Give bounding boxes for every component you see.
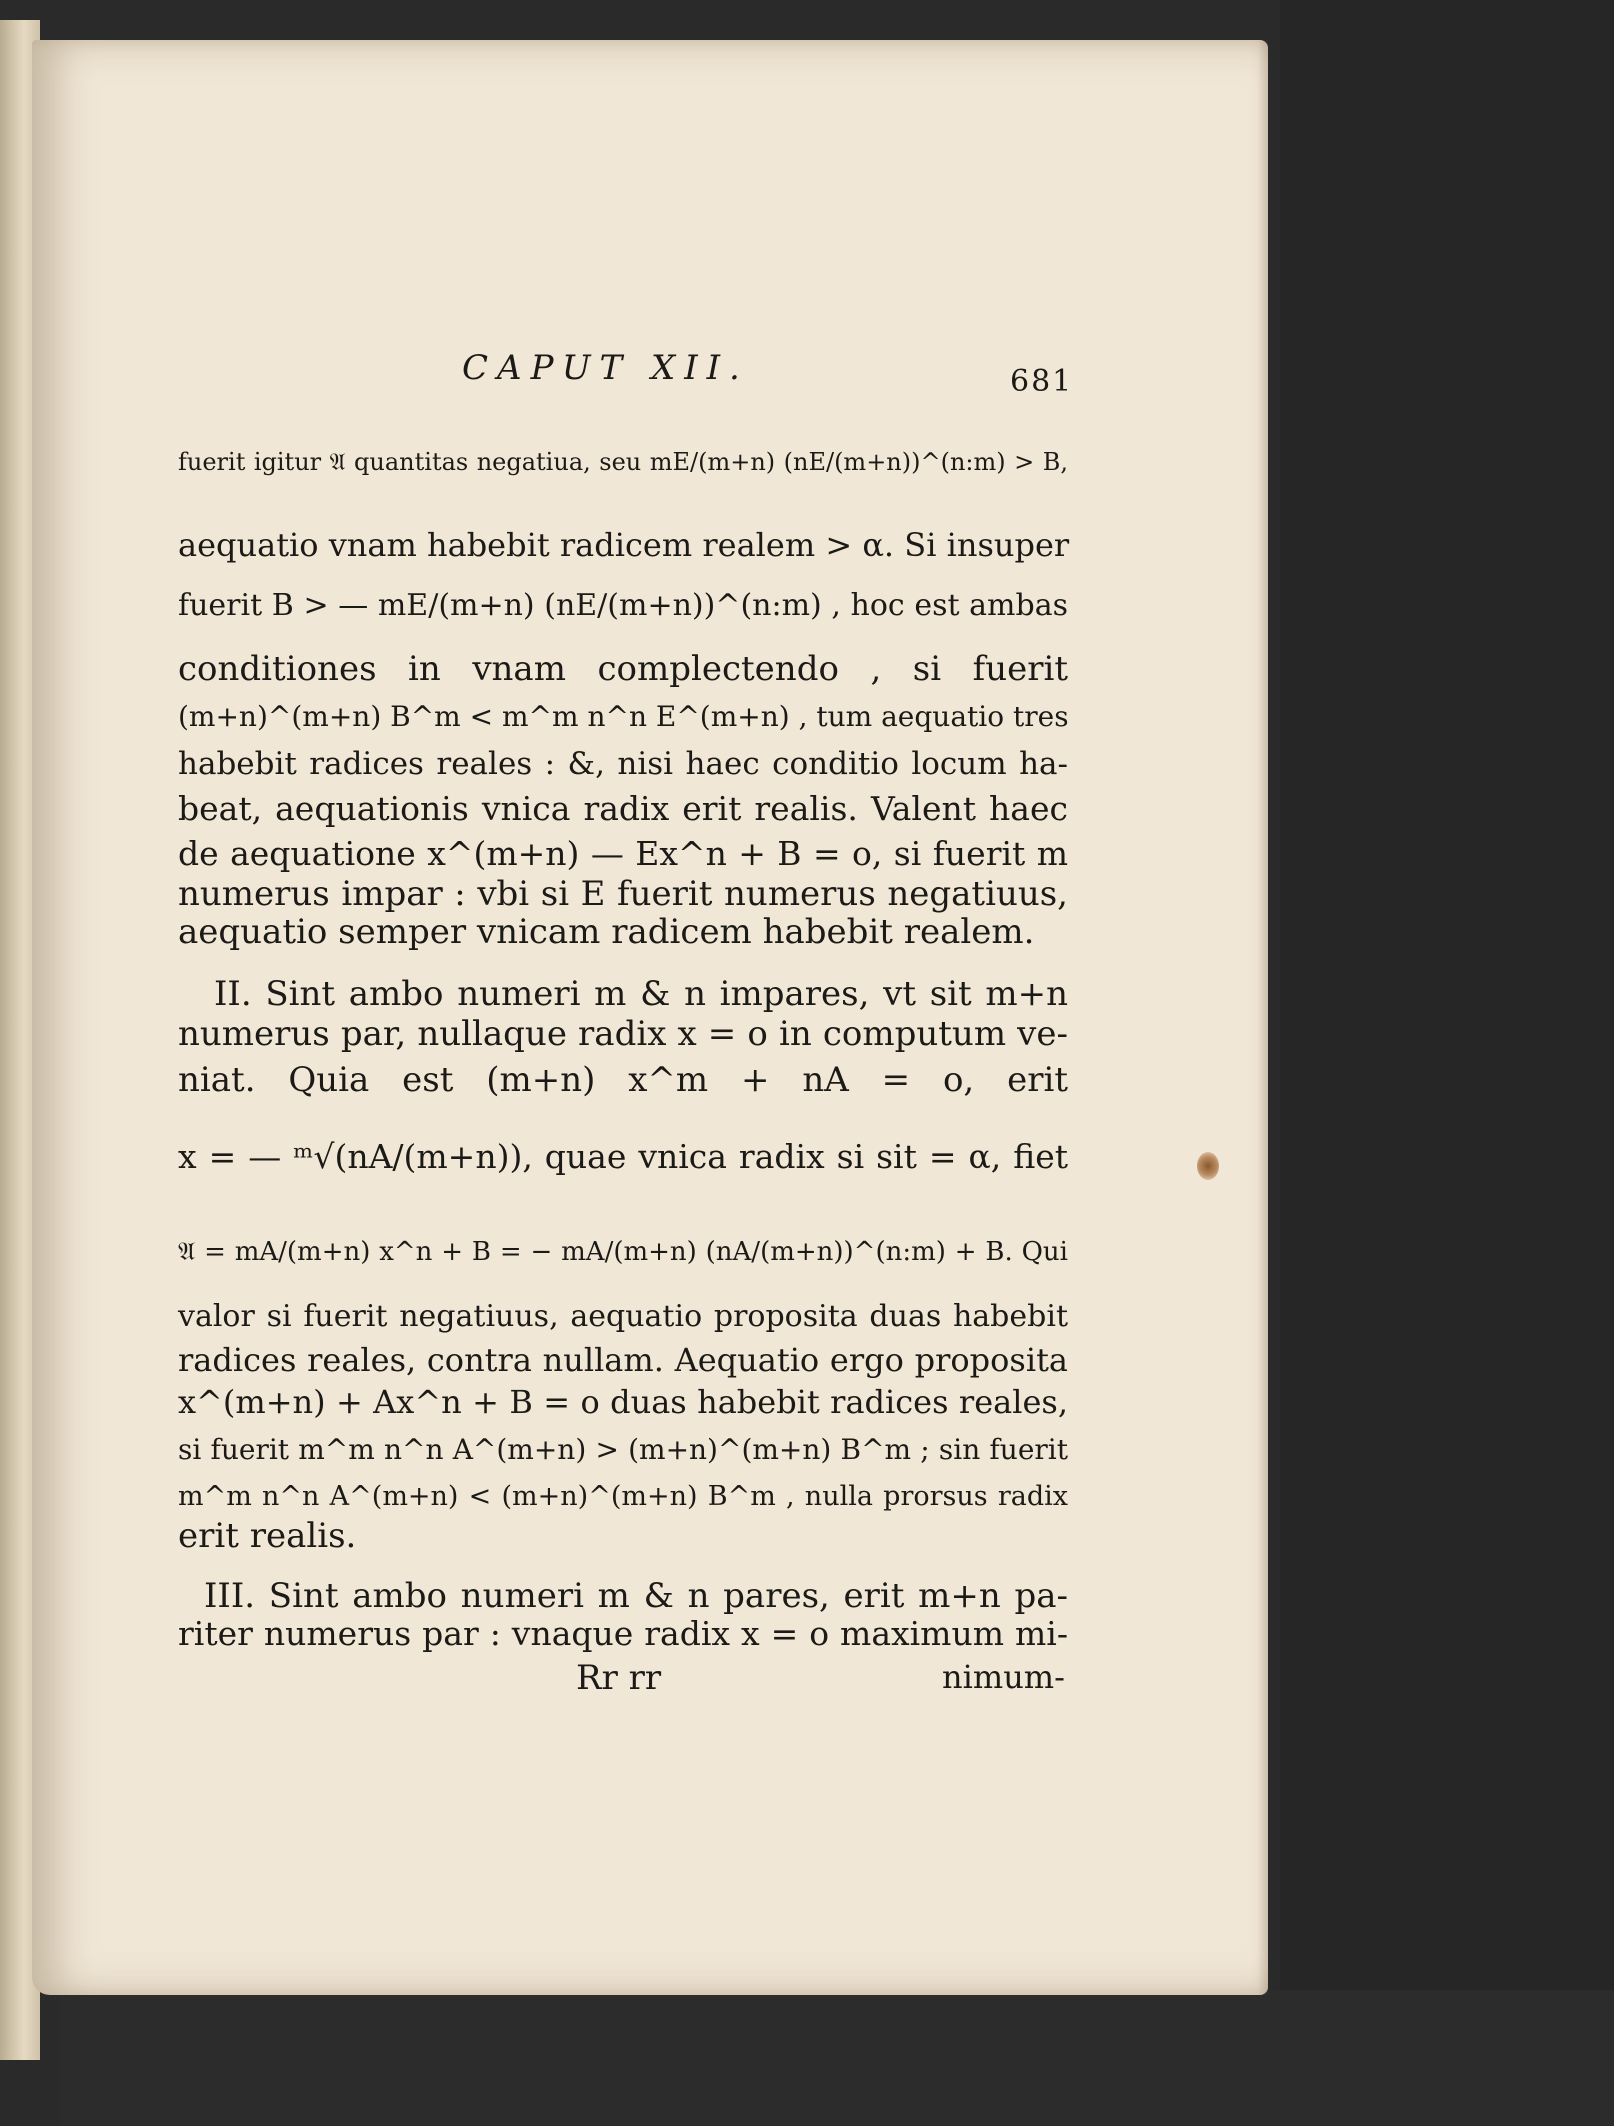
- text-line-3: fuerit B > — mE/(m+n) (nE/(m+n))^(n:m) , hoc est ambas: [178, 588, 1068, 623]
- page-number: 681: [1010, 364, 1074, 399]
- text-line-2: aequatio vnam habebit radicem realem > α. Si insuper: [178, 526, 1070, 564]
- text-line-4: conditiones in vnam complectendo , si fuerit: [178, 649, 1068, 689]
- text-line-12: numerus par, nullaque radix x = o in computum ve-: [178, 1014, 1068, 1054]
- text-line-23: riter numerus par : vnaque radix x = o maximum mi-: [178, 1614, 1068, 1653]
- text-line-13: niat. Quia est (m+n) x^m + nA = o, erit: [178, 1060, 1068, 1100]
- text-line-14: x = — ᵐ√(nA/(m+n)), quae vnica radix si sit = α, fiet: [178, 1137, 1068, 1176]
- text-line-7: beat, aequationis vnica radix erit realis. Valent haec: [178, 789, 1068, 828]
- paper-stain: [1197, 1152, 1219, 1180]
- text-line-1: fuerit igitur 𝔄 quantitas negatiua, seu mE/(m+n) (nE/(m+n))^(n:m) > B,: [178, 448, 1068, 476]
- text-line-16: valor si fuerit negatiuus, aequatio proposita duas habebit: [178, 1299, 1068, 1334]
- text-line-11: II. Sint ambo numeri m & n impares, vt sit m+n: [214, 974, 1068, 1014]
- text-line-20: m^m n^n A^(m+n) < (m+n)^(m+n) B^m , nulla prorsus radix: [178, 1481, 1068, 1512]
- signature-mark: Rr rr: [576, 1658, 662, 1698]
- text-line-10: aequatio semper vnicam radicem habebit realem.: [178, 912, 1035, 952]
- scanner-background: [1280, 0, 1614, 2126]
- text-line-15: 𝔄 = mA/(m+n) x^n + B = − mA/(m+n) (nA/(m+n))^(n:m) + B. Qui: [178, 1237, 1068, 1267]
- text-line-18: x^(m+n) + Ax^n + B = o duas habebit radices reales,: [178, 1383, 1068, 1421]
- text-line-9: numerus impar : vbi si E fuerit numerus negatiuus,: [178, 874, 1068, 914]
- running-head: CAPUT XII.: [462, 348, 749, 388]
- text-line-17: radices reales, contra nullam. Aequatio ergo proposita: [178, 1341, 1068, 1379]
- text-line-19: si fuerit m^m n^n A^(m+n) > (m+n)^(m+n) B^m ; sin fuerit: [178, 1433, 1068, 1466]
- text-line-5: (m+n)^(m+n) B^m < m^m n^n E^(m+n) , tum aequatio tres: [178, 700, 1069, 733]
- catchword: nimum-: [942, 1658, 1065, 1696]
- text-line-22: III. Sint ambo numeri m & n pares, erit m+n pa-: [204, 1576, 1068, 1616]
- text-line-21: erit realis.: [178, 1516, 357, 1556]
- scanner-background-bottom: [60, 1990, 1614, 2126]
- text-line-6: habebit radices reales : &, nisi haec conditio locum ha-: [178, 746, 1068, 782]
- text-line-8: de aequatione x^(m+n) — Ex^n + B = o, si fuerit m: [178, 834, 1068, 873]
